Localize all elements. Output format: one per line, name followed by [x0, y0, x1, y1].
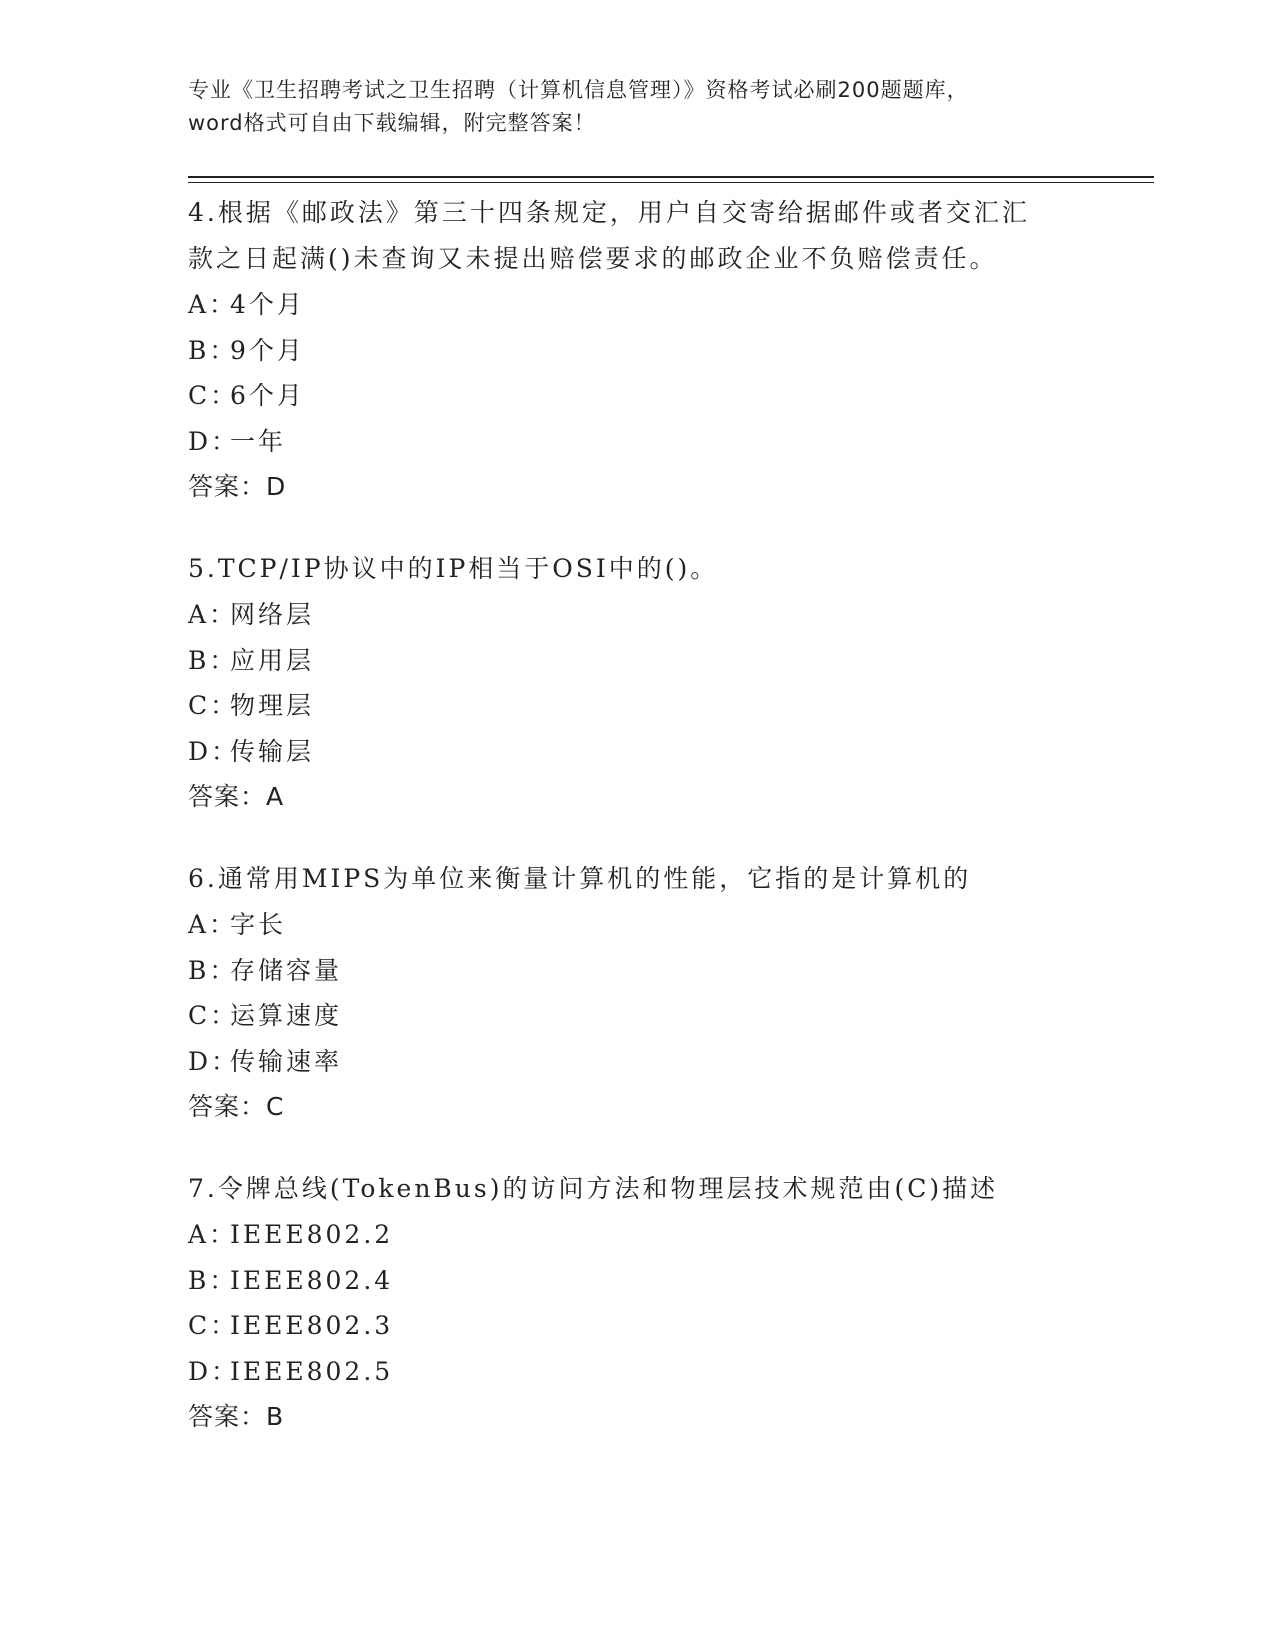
option-b	[188, 638, 1088, 684]
option-c	[188, 373, 1088, 419]
option-b	[188, 948, 1088, 994]
option-key: A：	[188, 910, 238, 939]
option-text: 9个月	[230, 335, 305, 365]
question-text: 7.令牌总线(TokenBus)的访问方法和物理层技术规范由(C)描述	[188, 1174, 999, 1203]
option-text: 一年	[230, 426, 287, 456]
option-key: B：	[188, 335, 238, 365]
option-text: 存储容量	[230, 955, 343, 985]
header-divider-thick	[188, 176, 1154, 178]
option-key: A：	[188, 600, 238, 629]
option-text: IEEE802.2	[230, 1220, 394, 1249]
question-text-continued: 款之日起满()未查询又未提出赔偿要求的邮政企业不负赔偿责任。	[188, 244, 998, 273]
option-b	[188, 328, 1088, 374]
option-d	[188, 1349, 1088, 1395]
option-c	[188, 993, 1088, 1039]
header-divider-thin	[188, 182, 1154, 183]
answer-line: 答案：A	[188, 782, 285, 811]
option-a	[188, 282, 1088, 328]
question-text: 6.通常用MIPS为单位来衡量计算机的性能，它指的是计算机的	[188, 864, 972, 893]
option-key: C：	[188, 1311, 239, 1340]
question-text: 4.根据《邮政法》第三十四条规定，用户自交寄给据邮件或者交汇汇	[188, 198, 1030, 227]
question-item	[188, 190, 1088, 510]
question-item	[188, 1166, 1088, 1440]
question-item	[188, 546, 1088, 820]
answer-line: 答案：D	[188, 472, 287, 501]
question-item	[188, 856, 1088, 1130]
option-c	[188, 683, 1088, 729]
option-d	[188, 419, 1088, 465]
option-c	[188, 1303, 1088, 1349]
answer-line: 答案：B	[188, 1402, 285, 1431]
option-a	[188, 1212, 1088, 1258]
option-text: 物理层	[230, 691, 315, 720]
answer-line: 答案：C	[188, 1092, 285, 1121]
option-key: A：	[188, 1220, 238, 1249]
option-text: 传输层	[230, 736, 315, 766]
option-text: 6个月	[230, 381, 305, 410]
option-key: C：	[188, 381, 239, 410]
option-a	[188, 592, 1088, 638]
option-text: IEEE802.4	[230, 1265, 394, 1295]
option-a	[188, 902, 1088, 948]
option-text: 应用层	[230, 645, 315, 675]
option-text: 字长	[230, 910, 287, 939]
option-d	[188, 729, 1088, 775]
option-key: D：	[188, 1356, 240, 1386]
option-text: 网络层	[230, 600, 315, 629]
question-text: 5.TCP/IP协议中的IP相当于OSI中的()。	[188, 554, 719, 583]
option-key: A：	[188, 290, 238, 319]
option-key: D：	[188, 1046, 240, 1076]
header-line-1: 专业《卫生招聘考试之卫生招聘（计算机信息管理）》资格考试必刷200题题库，	[188, 78, 969, 102]
option-text: 4个月	[230, 290, 305, 319]
option-text: IEEE802.5	[230, 1356, 394, 1386]
option-key: C：	[188, 691, 239, 720]
document-header	[188, 74, 1088, 140]
option-text: IEEE802.3	[230, 1311, 394, 1340]
option-b	[188, 1258, 1088, 1304]
question-list	[188, 190, 1088, 1476]
option-text: 运算速度	[230, 1001, 343, 1030]
option-key: B：	[188, 1265, 238, 1295]
header-line-2: word格式可自由下载编辑，附完整答案！	[188, 111, 596, 135]
option-key: C：	[188, 1001, 239, 1030]
option-text: 传输速率	[230, 1046, 343, 1076]
option-key: D：	[188, 736, 240, 766]
option-key: D：	[188, 426, 240, 456]
option-key: B：	[188, 955, 238, 985]
option-d	[188, 1039, 1088, 1085]
option-key: B：	[188, 645, 238, 675]
